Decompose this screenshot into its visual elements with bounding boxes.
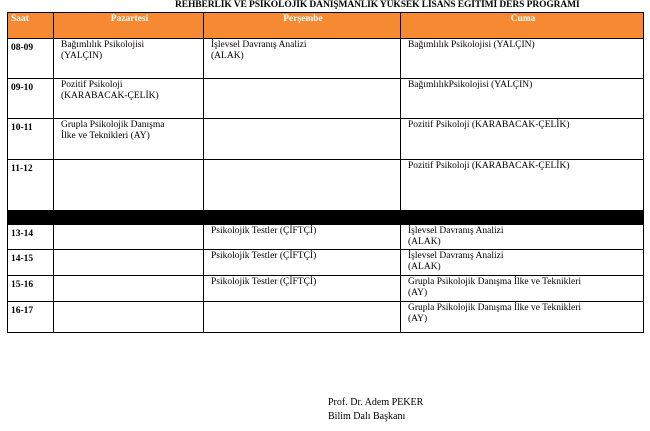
friday-cell: İşlevsel Davranış Analizi (ALAK) (401, 225, 644, 250)
hour-cell: 15-16 (8, 276, 54, 302)
header-thursday: Perşembe (204, 13, 401, 39)
friday-cell (401, 211, 644, 225)
thursday-cell: İşlevsel Davranış Analizi (ALAK) (204, 39, 401, 79)
hour-cell: 14-15 (8, 250, 54, 276)
hour-cell: 11-12 (8, 160, 54, 211)
friday-cell: Pozitif Psikoloji (KARABACAK-ÇELİK) (401, 160, 644, 211)
document-title: REHBERLİK VE PSİKOLOJİK DANIŞMANLIK YÜKSEK LİSANS EĞİTİMİ DERS PROGRAMI (175, 0, 580, 10)
monday-cell (54, 276, 204, 302)
thursday-cell (204, 160, 401, 211)
thursday-cell: Psikolojik Testler (ÇİFTÇİ) (204, 225, 401, 250)
table-row (8, 39, 644, 79)
thursday-cell (204, 79, 401, 119)
thursday-cell: Psikolojik Testler (ÇİFTÇİ) (204, 276, 401, 302)
signatory-title: Bilim Dalı Başkanı (328, 411, 406, 422)
header-row (8, 13, 644, 39)
hour-cell: 16-17 (8, 302, 54, 333)
hour-cell: 09-10 (8, 79, 54, 119)
thursday-cell: Psikolojik Testler (ÇİFTÇİ) (204, 250, 401, 276)
monday-cell (54, 302, 204, 333)
hour-cell: 10-11 (8, 119, 54, 160)
friday-cell: Grupla Psikolojik Danışma İlke ve Teknikleri (AY) (401, 276, 644, 302)
friday-cell: Bağımlılık Psikolojisi (YALÇIN) (401, 39, 644, 79)
hour-cell: 13-14 (8, 225, 54, 250)
monday-cell: Bağımlılık Psikolojisi (YALÇIN) (54, 39, 204, 79)
table-row (8, 276, 644, 302)
table-row (8, 250, 644, 276)
friday-cell: İşlevsel Davranış Analizi (ALAK) (401, 250, 644, 276)
monday-cell (54, 250, 204, 276)
lunch-break-row (8, 211, 644, 225)
monday-cell: Pozitif Psikoloji (KARABACAK-ÇELİK) (54, 79, 204, 119)
table-row (8, 160, 644, 211)
monday-cell (54, 211, 204, 225)
thursday-cell (204, 119, 401, 160)
header-friday: Cuma (401, 13, 644, 39)
friday-cell: BağımlılıkPsikolojisi (YALÇIN) (401, 79, 644, 119)
hour-cell: 08-09 (8, 39, 54, 79)
hour-cell (8, 211, 54, 225)
header-hour: Saat (8, 13, 54, 39)
table-row (8, 302, 644, 333)
monday-cell: Grupla Psikolojik Danışma İlke ve Teknikleri (AY) (54, 119, 204, 160)
table-row (8, 79, 644, 119)
monday-cell (54, 225, 204, 250)
friday-cell: Grupla Psikolojik Danışma İlke ve Teknikleri (AY) (401, 302, 644, 333)
signatory-name: Prof. Dr. Adem PEKER (328, 397, 424, 408)
schedule-table (7, 12, 644, 333)
table-row (8, 225, 644, 250)
friday-cell: Pozitif Psikoloji (KARABACAK-ÇELİK) (401, 119, 644, 160)
signature-block (328, 396, 423, 424)
thursday-cell (204, 211, 401, 225)
thursday-cell (204, 302, 401, 333)
header-monday: Pazartesi (54, 13, 204, 39)
monday-cell (54, 160, 204, 211)
table-row (8, 119, 644, 160)
